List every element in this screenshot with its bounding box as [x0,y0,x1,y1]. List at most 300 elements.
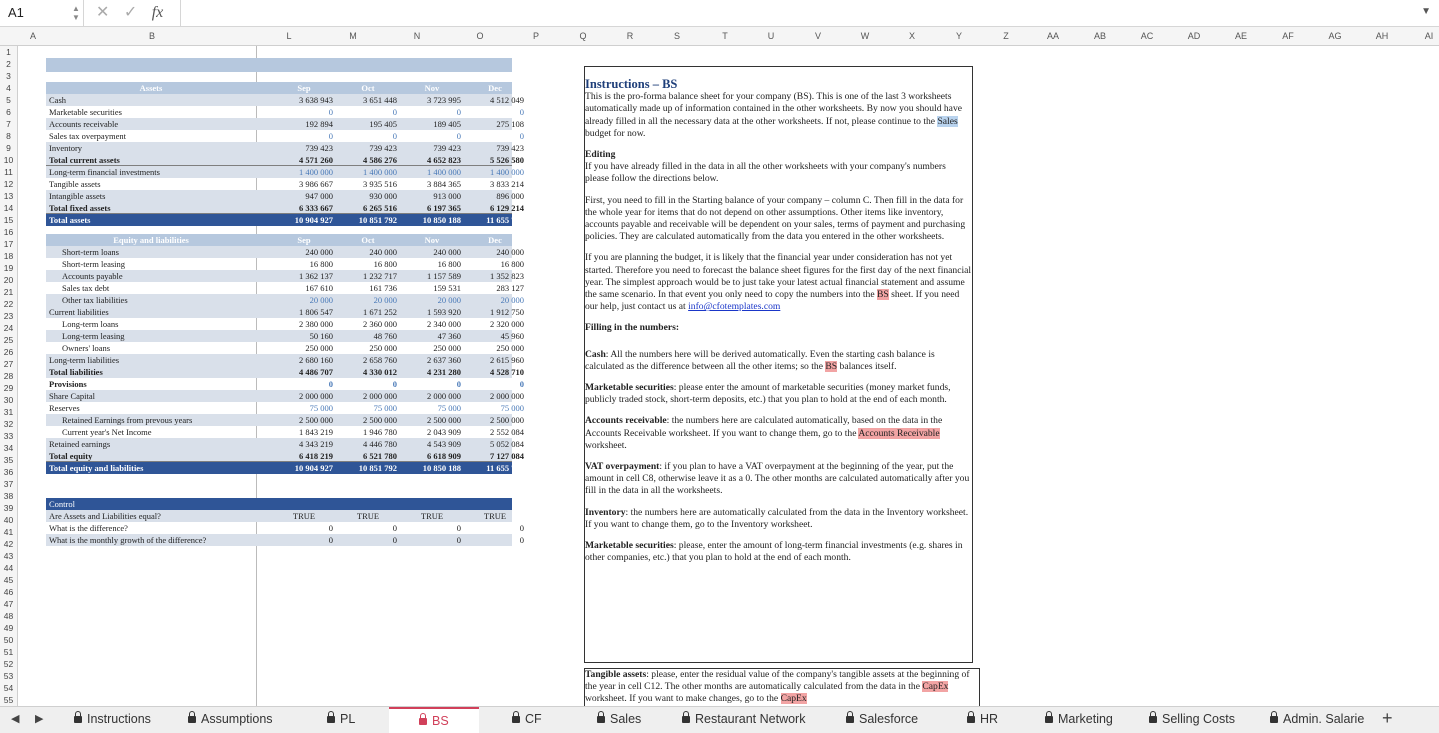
column-header-x[interactable]: X [908,31,916,41]
cell-value[interactable]: 161 736 [369,283,397,293]
row-header[interactable]: 22 [3,299,14,309]
cell-value[interactable]: 50 160 [309,331,333,341]
cell-value[interactable]: 4 446 780 [363,439,397,449]
cell-value[interactable]: 0 [456,131,461,141]
table-row[interactable] [46,534,524,546]
cell-value[interactable]: 10 851 792 [358,215,397,225]
sheet-tab-cf[interactable] [512,707,542,733]
cell-value[interactable]: 2 552 084 [490,427,524,437]
cell-value[interactable]: 2 380 000 [299,319,333,329]
cell-value[interactable]: 3 884 365 [427,179,461,189]
table-row[interactable] [46,330,524,342]
cell-value[interactable]: 250 000 [496,343,524,353]
row-header[interactable]: 44 [3,563,14,573]
cell-value[interactable]: 250 000 [305,343,333,353]
row-header[interactable]: 54 [3,683,14,693]
column-header-a[interactable]: A [29,31,37,41]
row-header[interactable]: 27 [3,359,14,369]
cell-value[interactable]: 6 418 219 [299,451,333,461]
cell-value[interactable]: 4 586 276 [363,155,397,165]
row-header[interactable]: 45 [3,575,14,585]
cell-value[interactable]: 2 637 360 [427,355,461,365]
cell-value[interactable]: 2 000 000 [490,391,524,401]
table-row[interactable] [46,270,524,282]
cell-value[interactable]: 0 [392,379,397,389]
cell-value[interactable]: 3 723 995 [427,95,461,105]
table-row[interactable] [46,366,524,378]
sheet-tab-restaurant-network[interactable] [682,707,805,733]
cell-value[interactable]: 0 [392,131,397,141]
cell-value[interactable]: 3 651 448 [363,95,397,105]
cell-value[interactable]: 1 912 750 [490,307,524,317]
row-header[interactable]: 38 [3,491,14,501]
column-header-af[interactable]: AF [1282,31,1294,41]
row-header[interactable]: 20 [3,275,14,285]
cell-value[interactable]: 0 [456,535,461,545]
sheet-tab-label: BS [432,714,449,728]
column-header-ad[interactable]: AD [1187,31,1201,41]
cash-paragraph: Cash: All the numbers here will be derived automatically. Even the starting cash balance is calculated as the difference between all the other items; so the BS balances itself. [585,348,935,372]
cell-value[interactable]: 3 833 214 [490,179,524,189]
row-header[interactable]: 1 [6,47,11,57]
table-row[interactable] [46,142,524,154]
table-row[interactable] [46,510,512,522]
sheet-tab-hr[interactable] [967,707,998,733]
cell-value[interactable]: 3 935 516 [363,179,397,189]
cell-value[interactable]: 6 333 667 [299,203,333,213]
row-label: Tangible assets [49,179,101,189]
cell-value[interactable]: 2 500 000 [299,415,333,425]
column-header-w[interactable]: W [860,31,870,41]
cell-value[interactable]: 275 108 [496,119,524,129]
cell-value[interactable]: 48 760 [373,331,397,341]
cell-value[interactable]: 195 405 [369,119,397,129]
cell-value[interactable]: 16 800 [437,259,461,269]
cell-value[interactable]: 20 000 [373,295,397,305]
cell-value[interactable]: 2 000 000 [363,391,397,401]
column-header-r[interactable]: R [626,31,634,41]
row-header[interactable]: 8 [6,131,11,141]
table-row[interactable] [46,166,524,178]
row-header[interactable]: 34 [3,443,14,453]
cell-value[interactable]: 10 851 792 [358,463,397,473]
row-label: Are Assets and Liabilities equal? [49,511,161,521]
row-header[interactable]: 39 [3,503,14,513]
sales-link[interactable]: Sales [937,115,958,127]
column-header-z[interactable]: Z [1003,31,1009,41]
sheet-tab-salesforce[interactable] [846,707,918,733]
cell-value[interactable]: 5 052 084 [490,439,524,449]
row-header[interactable]: 29 [3,383,14,393]
cell-value[interactable]: 739 423 [369,143,397,153]
cell-value[interactable]: 45 960 [500,331,524,341]
cell-value[interactable]: TRUE [356,511,380,521]
row-header[interactable]: 40 [3,515,14,525]
cell-value[interactable]: TRUE [292,511,316,521]
row-header[interactable]: 4 [6,83,11,93]
cell-value[interactable]: 4 512 049 [490,95,524,105]
table-row[interactable] [46,190,524,202]
column-header-ah[interactable]: AH [1375,31,1389,41]
sheet-tab-assumptions[interactable] [188,707,273,733]
cell-value[interactable]: 0 [456,379,461,389]
row-header[interactable]: 55 [3,695,14,705]
row-header[interactable]: 19 [3,263,14,273]
table-row[interactable] [46,154,524,166]
column-header-m[interactable]: M [349,31,357,41]
sheet-tab-pl[interactable] [327,707,355,733]
row-header[interactable]: 52 [3,659,14,669]
cell-value[interactable]: 1 946 780 [363,427,397,437]
cell-value[interactable]: 10 850 188 [422,215,461,225]
row-header[interactable]: 28 [3,371,14,381]
cell-value[interactable]: 1 593 920 [427,307,461,317]
editing-section: Editing If you have already filled in the data in all the other worksheets with your company's numbers please follow the directions below. [585,149,946,185]
table-row[interactable] [46,306,524,318]
cell-value[interactable]: 1 843 219 [299,427,333,437]
cell-value[interactable]: 1 671 252 [363,307,397,317]
lock-icon [327,715,335,724]
row-label: Current year's Net Income [62,427,152,437]
cell-value[interactable]: 947 000 [305,191,333,201]
cell-value[interactable]: 283 127 [496,283,524,293]
sheet-tab-instructions[interactable] [74,707,151,733]
column-header-q[interactable]: Q [579,31,587,41]
cell-value[interactable]: 0 [328,131,333,141]
table-row[interactable] [46,402,524,414]
cell-value[interactable]: 739 423 [496,143,524,153]
row-header[interactable]: 6 [6,107,11,117]
sheet-tab-selling-costs[interactable] [1149,707,1235,733]
cell-value[interactable]: 896 000 [496,191,524,201]
cell-value[interactable]: 2 500 000 [427,415,461,425]
column-header-v[interactable]: V [814,31,822,41]
row-header[interactable]: 12 [3,179,14,189]
cell-value[interactable]: 2 000 000 [427,391,461,401]
row-header[interactable]: 43 [3,551,14,561]
column-header-ae[interactable]: AE [1234,31,1248,41]
table-row[interactable] [46,118,524,130]
cell-value[interactable]: 75 000 [309,403,333,413]
column-header-ac[interactable]: AC [1140,31,1154,41]
column-headers [0,27,1439,46]
cell-value[interactable]: 0 [392,523,397,533]
cell-value[interactable]: 2 360 000 [363,319,397,329]
cell-value[interactable]: 0 [456,107,461,117]
cell-value[interactable]: 16 800 [373,259,397,269]
cell-value[interactable]: 1 806 547 [299,307,333,317]
cancel-icon[interactable]: ✕ [96,4,110,21]
row-header[interactable]: 23 [3,311,14,321]
row-header[interactable]: 50 [3,635,14,645]
cell-value[interactable]: 0 [328,107,333,117]
cell-value[interactable]: 6 265 516 [363,203,397,213]
cell-value[interactable]: 1 400 000 [299,167,333,177]
row-header[interactable]: 21 [3,287,14,297]
row-label: Short-term leasing [62,259,126,269]
title-band [46,58,512,72]
cell-value[interactable]: 1 157 589 [427,271,461,281]
table-row[interactable] [46,294,524,306]
column-header-s[interactable]: S [673,31,681,41]
cell-value[interactable]: 167 610 [305,283,333,293]
row-header[interactable]: 24 [3,323,14,333]
cell-value[interactable]: 0 [328,535,333,545]
table-row[interactable] [46,462,524,474]
cell-value[interactable]: 2 500 000 [363,415,397,425]
cell-value[interactable]: 10 904 927 [294,463,333,473]
table-row[interactable] [46,450,524,462]
cell-value[interactable]: 2 043 909 [427,427,461,437]
cell-value[interactable]: 4 330 012 [363,367,397,377]
cell-value[interactable]: 2 680 160 [299,355,333,365]
table-row[interactable] [46,438,524,450]
cell-value[interactable]: 10 904 927 [294,215,333,225]
cell-value[interactable]: 4 528 710 [490,367,524,377]
header-label: Equity and liabilities [113,235,189,245]
add-sheet-icon[interactable]: + [1382,708,1393,728]
cell-value[interactable]: 4 652 823 [427,155,461,165]
table-row[interactable] [46,246,524,258]
table-row[interactable] [46,318,524,330]
cell-value[interactable]: 0 [392,107,397,117]
row-header[interactable]: 30 [3,395,14,405]
cell-value[interactable]: 930 000 [369,191,397,201]
cell-value[interactable]: 0 [456,523,461,533]
cell-value[interactable]: 11 655 794 [486,215,524,225]
cell-value[interactable]: TRUE [420,511,444,521]
row-header[interactable]: 13 [3,191,14,201]
next-sheet-icon[interactable]: ▶ [35,713,44,725]
column-header-o[interactable]: O [476,31,484,41]
cell-value[interactable]: 7 127 084 [490,451,524,461]
column-header-aa[interactable]: AA [1046,31,1060,41]
table-row[interactable] [46,390,524,402]
row-header[interactable]: 37 [3,479,14,489]
cell-value[interactable]: 240 000 [369,247,397,257]
cell-value[interactable]: 0 [519,131,524,141]
table-row[interactable] [46,258,524,270]
cell-value[interactable]: 0 [519,107,524,117]
row-header[interactable]: 46 [3,587,14,597]
cell-value[interactable]: 2 000 000 [299,391,333,401]
email-link[interactable]: info@cfotemplates.com [688,301,781,313]
row-header[interactable]: 5 [6,95,11,105]
row-header[interactable]: 16 [3,227,14,237]
row-header[interactable]: 33 [3,431,14,441]
row-header[interactable]: 41 [3,527,14,537]
column-header-l[interactable]: L [286,31,292,41]
table-row[interactable] [46,202,524,214]
row-label: What is the monthly growth of the difference? [49,535,207,545]
cell-value[interactable]: 16 800 [500,259,524,269]
cell-value[interactable]: 0 [328,379,333,389]
formula-input[interactable] [180,0,1420,26]
cell-value[interactable]: 6 521 780 [363,451,397,461]
function-icon[interactable]: fx [151,4,164,21]
cell-value[interactable]: 4 543 909 [427,439,461,449]
cell-value[interactable]: 0 [519,523,524,533]
row-header[interactable]: 3 [6,71,11,81]
row-header[interactable]: 11 [4,167,13,177]
sheet-grid[interactable] [18,46,1439,706]
table-header-row [46,82,512,94]
cell-value[interactable]: 75 000 [500,403,524,413]
cell-value[interactable]: 0 [328,523,333,533]
table-row[interactable] [46,130,524,142]
cell-value[interactable]: 2 500 000 [490,415,524,425]
row-header[interactable]: 14 [3,203,14,213]
cell-value[interactable]: 0 [519,379,524,389]
lock-icon [1045,715,1053,724]
cell-value[interactable]: 913 000 [433,191,461,201]
row-label: Long-term financial investments [49,167,160,177]
cell-value[interactable]: 1 362 137 [299,271,333,281]
cell-value[interactable]: 2 615 960 [490,355,524,365]
row-header[interactable]: 18 [3,251,14,261]
lock-icon [512,715,520,724]
table-row[interactable] [46,94,524,106]
sheet-tab-label: Selling Costs [1162,712,1235,726]
cell-value[interactable]: 6 618 909 [427,451,461,461]
cell-value[interactable]: 2 658 760 [363,355,397,365]
cell-value[interactable]: 0 [519,535,524,545]
cell-value[interactable]: 240 000 [305,247,333,257]
row-header[interactable]: 42 [3,539,14,549]
cell-value[interactable]: 11 655 794 [486,463,524,473]
table-row[interactable] [46,414,524,426]
cell-value[interactable]: 3 986 667 [299,179,333,189]
cell-value[interactable]: 240 000 [496,247,524,257]
row-header[interactable]: 9 [6,143,11,153]
cell-value[interactable]: 250 000 [433,343,461,353]
cell-value[interactable]: 1 400 000 [363,167,397,177]
row-header[interactable]: 25 [3,335,14,345]
sheet-tab-marketing[interactable] [1045,707,1113,733]
cell-value[interactable]: 189 405 [433,119,461,129]
prev-sheet-icon[interactable]: ◀ [11,713,20,725]
month-header: Sep [297,235,311,245]
row-label: Total equity and liabilities [49,463,144,473]
row-header[interactable]: 31 [3,407,14,417]
cell-value[interactable]: 20 000 [309,295,333,305]
row-header[interactable]: 32 [3,419,14,429]
table-row[interactable] [46,106,524,118]
table-row[interactable] [46,522,524,534]
cell-value[interactable]: 20 000 [437,295,461,305]
cell-value[interactable]: 75 000 [373,403,397,413]
column-header-ag[interactable]: AG [1328,31,1342,41]
table-row[interactable] [46,178,524,190]
cell-value[interactable]: 16 800 [309,259,333,269]
cell-value[interactable]: TRUE [483,511,507,521]
row-header[interactable]: 35 [3,455,14,465]
cell-value[interactable]: 250 000 [369,343,397,353]
confirm-icon[interactable]: ✓ [123,4,138,21]
row-label: Total liabilities [49,367,103,377]
month-header: Dec [488,235,502,245]
cell-value[interactable]: 1 400 000 [427,167,461,177]
cell-value[interactable]: 1 232 717 [363,271,397,281]
row-header[interactable]: 49 [3,623,14,633]
month-header: Oct [361,83,375,93]
column-header-p[interactable]: P [532,31,540,41]
table-row[interactable] [46,342,524,354]
row-label: Inventory [49,143,83,153]
cell-value[interactable]: 240 000 [433,247,461,257]
row-header[interactable]: 51 [3,647,14,657]
cell-value[interactable]: 3 638 943 [299,95,333,105]
row-header[interactable]: 53 [3,671,14,681]
column-header-ai[interactable]: AI [1424,31,1434,41]
lock-icon [188,715,196,724]
row-header[interactable]: 48 [3,611,14,621]
row-header[interactable]: 17 [3,239,14,249]
sheet-tab-sales[interactable] [597,707,641,733]
formula-bar [0,0,1439,27]
cell-value[interactable]: 159 531 [433,283,461,293]
cell-value[interactable]: 4 571 260 [299,155,333,165]
row-header[interactable]: 7 [6,119,11,129]
column-header-u[interactable]: U [767,31,775,41]
column-header-n[interactable]: N [413,31,421,41]
cell-value[interactable]: 4 231 280 [427,367,461,377]
column-header-b[interactable]: B [148,31,156,41]
table-row[interactable] [46,214,524,226]
table-row[interactable] [46,426,524,438]
name-box[interactable] [0,0,84,26]
table-row[interactable] [46,354,524,366]
cell-value[interactable]: 75 000 [437,403,461,413]
name-box-stepper-icon[interactable]: ▲ ▼ [72,4,80,22]
table-row[interactable] [46,378,524,390]
cell-value[interactable]: 2 340 000 [427,319,461,329]
cell-value[interactable]: 0 [392,535,397,545]
cell-value[interactable]: 4 486 707 [299,367,333,377]
formula-expand-icon[interactable]: ▼ [1421,6,1431,17]
cell-value[interactable]: 2 320 000 [490,319,524,329]
cell-value[interactable]: 1 400 000 [490,167,524,177]
row-header[interactable]: 47 [3,599,14,609]
row-label: Accounts payable [62,271,123,281]
sheet-tab-admin-salarie[interactable] [1270,707,1364,733]
cell-value[interactable]: 10 850 188 [422,463,461,473]
cell-value[interactable]: 192 894 [305,119,333,129]
cell-value[interactable]: 47 360 [437,331,461,341]
cell-value[interactable]: 6 197 365 [427,203,461,213]
cell-value[interactable]: 6 129 214 [490,203,524,213]
row-header[interactable]: 2 [6,59,11,69]
row-label: Sales tax debt [62,283,110,293]
row-header[interactable]: 36 [3,467,14,477]
month-header: Dec [488,83,502,93]
cell-value[interactable]: 739 423 [433,143,461,153]
column-header-ab[interactable]: AB [1093,31,1107,41]
column-header-t[interactable]: T [722,31,728,41]
cell-value[interactable]: 20 000 [500,295,524,305]
row-header[interactable]: 26 [3,347,14,357]
column-header-y[interactable]: Y [955,31,963,41]
cell-value[interactable]: 5 526 580 [490,155,524,165]
row-header[interactable]: 15 [3,215,14,225]
lock-icon [846,715,854,724]
cell-value[interactable]: 1 352 823 [490,271,524,281]
table-row[interactable] [46,282,524,294]
sheet-tab-bs[interactable] [389,707,479,733]
cell-value[interactable]: 4 343 219 [299,439,333,449]
row-header[interactable]: 10 [3,155,14,165]
cell-value[interactable]: 739 423 [305,143,333,153]
